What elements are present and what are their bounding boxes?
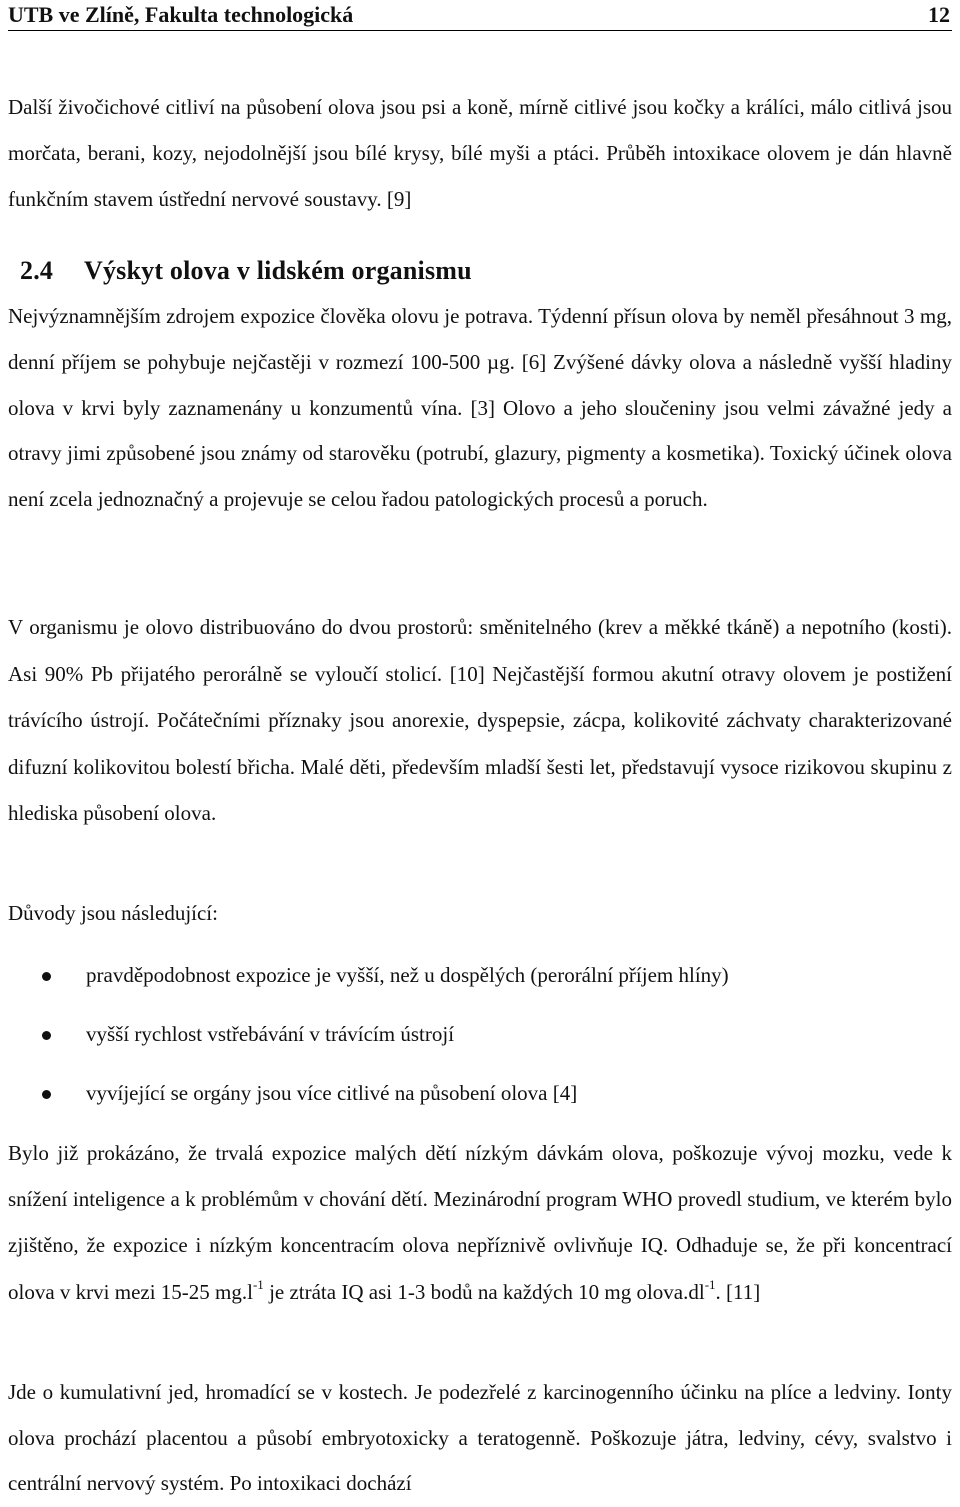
reasons-list — [36, 952, 936, 1129]
paragraph-sources: Nejvýznamnějším zdrojem expozice člověka olovu je potrava. Týdenní přísun olova by neměl přesáhnout 3 mg, denní příjem se pohybuje nejčastěji v rozmezí 100-500 µg. [6] Zvýšené dávky olova a následně vyšší hladiny olova v krvi byly zaznamenány u konzumentů vína. [3] Olovo a jeho sloučeniny jsou velmi závažné jedy a otravy jimi způsobené jsou známy od starověku (potrubí, glazury, pigmenty a kosmetika). Toxický účinek olova není zcela jednoznačný a projevuje se celou řadou patologických procesů a poruch. — [8, 304, 952, 512]
bullet-icon — [42, 1031, 51, 1040]
paragraph-cumulative: Jde o kumulativní jed, hromadící se v kostech. Je podezřelé z karcinogenního účinku na plíce a ledviny. Ionty olova prochází placentou a působí embryotoxicky a teratogenně. Poškozuje játra, ledviny, cévy, svalstvo i centrální nervový systém. Po intoxikaci dochází — [8, 1380, 952, 1495]
paragraph-distribution: V organismu je olovo distribuováno do dvou prostorů: směnitelného (krev a měkké tkáně) a nepotního (kosti). Asi 90% Pb přijatého perorálně se vyloučí stolicí. [10] Nejčastější formou akutní otravy olovem je postižení trávícího ústrojí. Počátečními příznaky jsou anorexie, dyspepsie, zácpa, kolikovité záchvaty charakterizované difuzní kolikovitou bolestí břicha. Malé děti, především mladší šesti let, představují vysoce rizikovou skupinu z hlediska působení olova. — [8, 615, 952, 825]
section-title: Výskyt olova v lidském organismu — [84, 256, 472, 285]
list-item: vyvíjející se orgány jsou více citlivé na působení olova [4] — [36, 1070, 936, 1129]
bullet-icon — [42, 972, 51, 981]
paragraph-iq: Bylo již prokázáno, že trvalá expozice malých dětí nízkým dávkám olova, poškozuje vývoj mozku, vede k snížení inteligence a k problémům v chování dětí. Mezinárodní program WHO provedl studium, ve kterém bylo zjištěno, že expozice i nízkým koncentracím olova nepříznivě ovlivňuje IQ. Odhaduje se, že při koncentrací olova v krvi mezi 15-25 $mg.l^{-1}$ je ztráta IQ asi 1-3 bodů na každých 10 mg $olova.dl^{-1}$. [11] — [8, 1141, 952, 1304]
page-header — [8, 0, 952, 31]
bullet-icon — [42, 1090, 51, 1099]
header-title: UTB ve Zlíně, Fakulta technologická — [8, 2, 354, 27]
paragraph-animals: Další živočichové citliví na působení olova jsou psi a koně, mírně citlivé jsou kočky a králíci, málo citlivá jsou morčata, berani, kozy, nejodolnější jsou bílé krysy, bílé myši a ptáci. Průběh intoxikace olovem je dán hlavně funkčním stavem ústřední nervové soustavy. [9] — [8, 95, 952, 211]
page-number: 12 — [928, 2, 950, 27]
section-heading — [20, 256, 472, 286]
list-item: pravděpodobnost expozice je vyšší, než u dospělých (perorální příjem hlíny) — [36, 952, 936, 1011]
list-item: vyšší rychlost vstřebávání v trávícím ústrojí — [36, 1011, 936, 1070]
section-number: 2.4 — [20, 256, 54, 285]
paragraph-reasons-intro: Důvody jsou následující: — [8, 901, 218, 925]
